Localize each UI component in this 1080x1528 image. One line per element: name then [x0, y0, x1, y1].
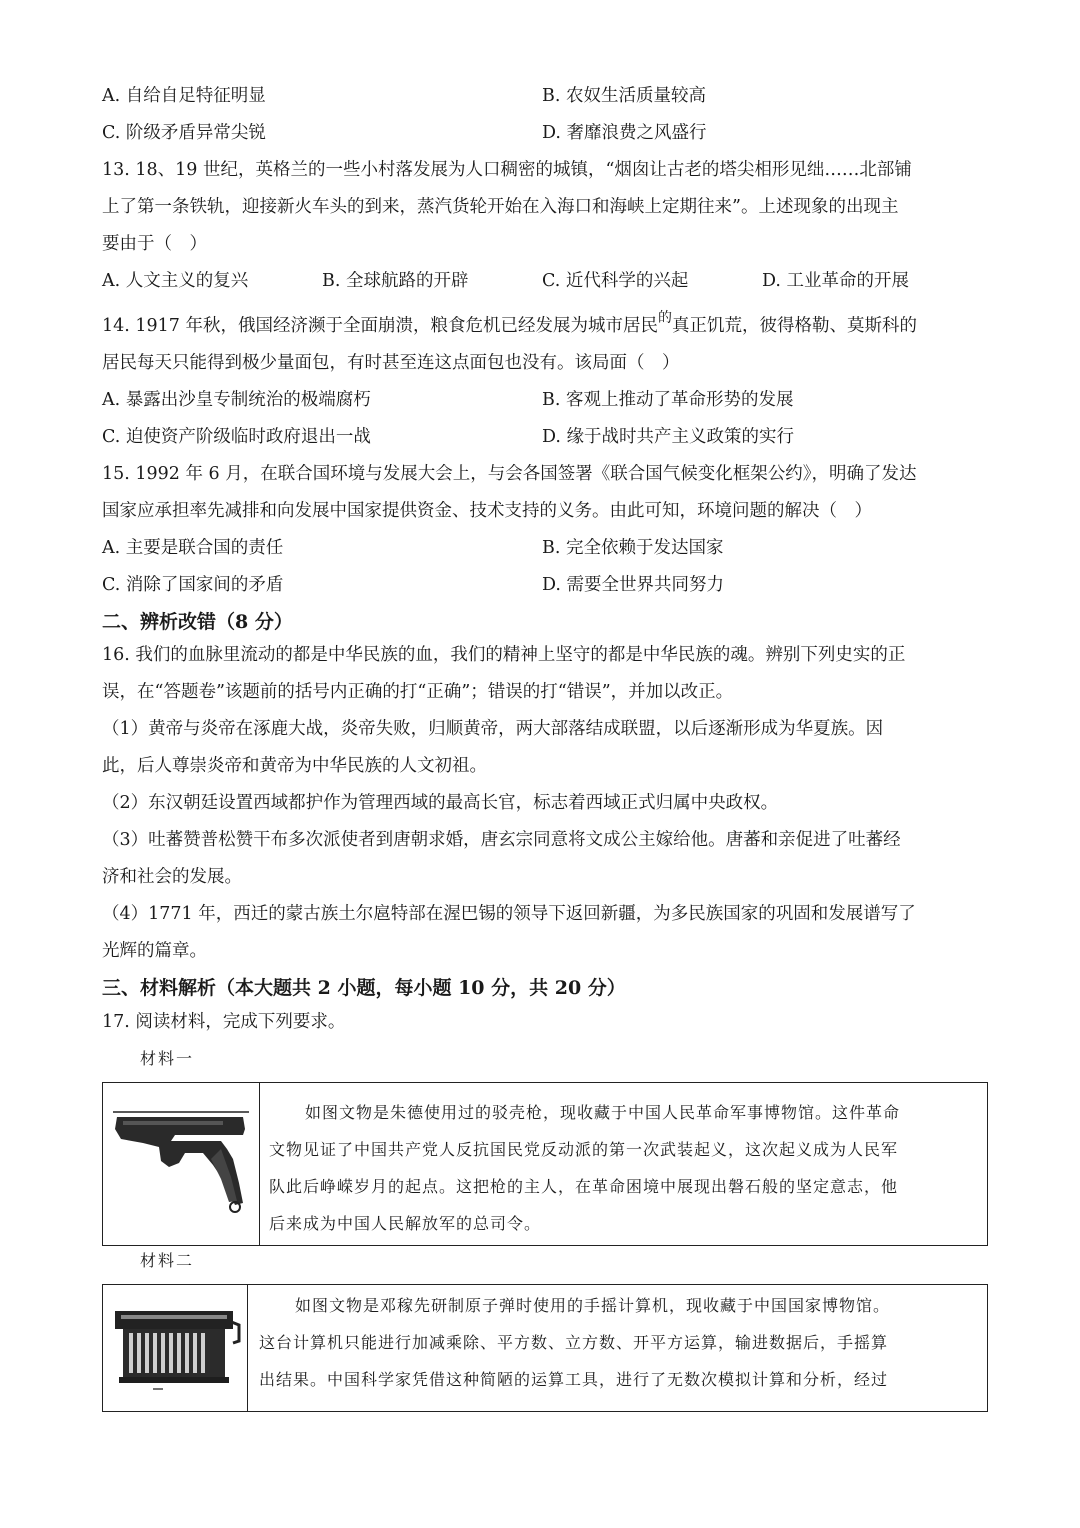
- material2-text-line3: 出结果。中国科学家凭借这种简陋的运算工具，进行了无数次模拟计算和分析，经过: [259, 1370, 889, 1389]
- q13-option-a: A. 人文主义的复兴: [102, 271, 249, 291]
- q14-stem-line1b: 真正饥荒，彼得格勒、莫斯科的: [672, 316, 917, 336]
- q14-stem-line1: [102, 310, 917, 339]
- q14-option-a: A. 暴露出沙皇专制统治的极端腐朽: [102, 390, 371, 410]
- q14-stem-line2: 居民每天只能得到极少量面包，有时甚至连这点面包也没有。该局面（ ）: [102, 353, 680, 373]
- q16-stem-line1: 16. 我们的血脉里流动的都是中华民族的血，我们的精神上坚守的都是中华民族的魂。辨别下列史实的正: [102, 645, 906, 665]
- q16-stem-line2: 误，在“答题卷”该题前的括号内正确的打“正确”；错误的打“错误”，并加以改正。: [102, 682, 734, 702]
- q12-option-a: A. 自给自足特征明显: [102, 86, 266, 106]
- q12-option-c: C. 阶级矛盾异常尖锐: [102, 123, 266, 143]
- q16-item1-line1: （1）黄帝与炎帝在涿鹿大战，炎帝失败，归顺黄帝，两大部落结成联盟，以后逐渐形成为华夏族。因: [102, 719, 884, 739]
- q15-option-a: A. 主要是联合国的责任: [102, 538, 284, 558]
- q13-option-d: D. 工业革命的开展: [762, 271, 910, 291]
- material1-text-line4: 后来成为中国人民解放军的总司令。: [269, 1214, 542, 1233]
- q15-option-d: D. 需要全世界共同努力: [542, 575, 725, 595]
- q14-option-b: B. 客观上推动了革命形势的发展: [542, 390, 794, 410]
- material1-label: 材料一: [140, 1049, 195, 1068]
- q16-item4-line1: （4）1771 年，西迁的蒙古族土尔扈特部在渥巴锡的领导下返回新疆，为多民族国家的巩固和发展谱写了: [102, 904, 916, 924]
- q16-item1-line2: 此，后人尊崇炎帝和黄帝为中华民族的人文初祖。: [102, 756, 487, 776]
- q13-option-c: C. 近代科学的兴起: [542, 271, 689, 291]
- q15-option-b: B. 完全依赖于发达国家: [542, 538, 724, 558]
- q16-item3-line2: 济和社会的发展。: [102, 867, 242, 887]
- section2-heading: 二、辨析改错（8 分）: [102, 611, 293, 633]
- material2-text-line2: 这台计算机只能进行加减乘除、平方数、立方数、开平方运算，输进数据后，手摇算: [259, 1333, 889, 1352]
- material1-text-line2: 文物见证了中国共产党人反抗国民党反动派的第一次武装起义，这次起义成为人民军: [269, 1140, 899, 1159]
- q15-stem-line2: 国家应承担率先减排和向发展中国家提供资金、技术支持的义务。由此可知，环境问题的解决（ ）: [102, 501, 872, 521]
- q12-option-b: B. 农奴生活质量较高: [542, 86, 706, 106]
- q14-stem-line1a: 14. 1917 年秋，俄国经济濒于全面崩溃，粮食危机已经发展为城市居民: [102, 316, 658, 336]
- section3-heading: 三、材料解析（本大题共 2 小题，每小题 10 分，共 20 分）: [102, 977, 626, 999]
- material2-box: [102, 1284, 988, 1412]
- q13-option-b: B. 全球航路的开辟: [322, 271, 469, 291]
- q15-stem-line1: 15. 1992 年 6 月，在联合国环境与发展大会上，与会各国签署《联合国气候变化框架公约》，明确了发达: [102, 464, 917, 484]
- material2-text-line1: 如图文物是邓稼先研制原子弹时使用的手摇计算机，现收藏于中国国家博物馆。: [295, 1296, 891, 1315]
- q13-stem-line1: 13. 18、19 世纪，英格兰的一些小村落发展为人口稠密的城镇，“烟囱让古老的塔尖相形见绌……北部铺: [102, 160, 912, 180]
- q16-item4-line2: 光辉的篇章。: [102, 941, 207, 961]
- q14-option-c: C. 迫使资产阶级临时政府退出一战: [102, 427, 371, 447]
- q17-intro: 17. 阅读材料，完成下列要求。: [102, 1012, 346, 1032]
- q13-stem-line3: 要由于（ ）: [102, 234, 207, 254]
- material1-box: [102, 1082, 988, 1246]
- q16-item3-line1: （3）吐蕃赞普松赞干布多次派使者到唐朝求婚，唐玄宗同意将文成公主嫁给他。唐蕃和亲促进了吐蕃经: [102, 830, 901, 850]
- material2-label: 材料二: [140, 1251, 195, 1270]
- material1-text-line3: 队此后峥嵘岁月的起点。这把枪的主人，在革命困境中展现出磐石般的坚定意志，他: [269, 1177, 899, 1196]
- q12-option-d: D. 奢靡浪费之风盛行: [542, 123, 707, 143]
- q14-option-d: D. 缘于战时共产主义政策的实行: [542, 427, 795, 447]
- q13-stem-line2: 上了第一条铁轨，迎接新火车头的到来，蒸汽货轮开始在入海口和海峡上定期往来”。上述现象的出现主: [102, 197, 899, 217]
- material1-text-line1: 如图文物是朱德使用过的驳壳枪，现收藏于中国人民革命军事博物馆。这件革命: [305, 1103, 901, 1122]
- pistol-image: [103, 1083, 253, 1243]
- calculator-image: [103, 1285, 243, 1409]
- material1-image-cell: [103, 1083, 260, 1245]
- q15-option-c: C. 消除了国家间的矛盾: [102, 575, 284, 595]
- q16-item2: （2）东汉朝廷设置西域都护作为管理西域的最高长官，标志着西域正式归属中央政权。: [102, 793, 779, 813]
- q14-stem-superscript: 的: [658, 310, 672, 326]
- material2-image-cell: [103, 1285, 248, 1411]
